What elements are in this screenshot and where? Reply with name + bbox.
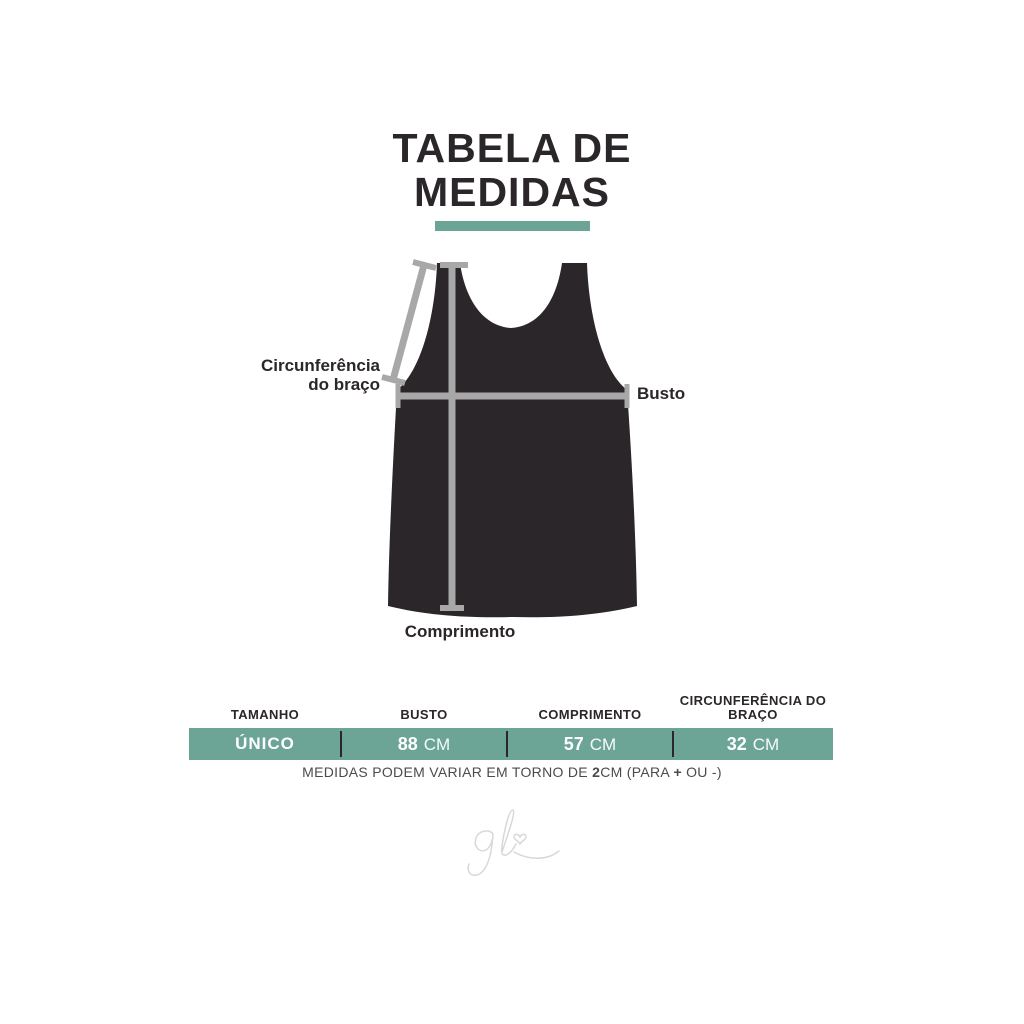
header-size: TAMANHO — [230, 707, 300, 722]
page-title — [0, 126, 1024, 214]
table-value-row — [189, 728, 833, 760]
heart-icon — [514, 834, 526, 844]
tolerance-note-part3: OU -) — [681, 764, 722, 780]
page-title-line2: MEDIDAS — [413, 169, 611, 215]
table-header-row — [189, 694, 833, 722]
title-underline-bar — [435, 221, 590, 231]
column-divider — [506, 731, 508, 757]
arm-circumference-label-line1: Circunferência — [260, 356, 380, 375]
tank-top-diagram — [370, 250, 660, 630]
column-divider — [672, 731, 674, 757]
arm-value: 32 — [726, 733, 747, 754]
page-title-line1: TABELA DE — [392, 125, 632, 171]
size-value: ÚNICO — [235, 734, 295, 753]
column-divider — [340, 731, 342, 757]
signature-flourish — [514, 851, 559, 858]
arm-circumference-label — [180, 356, 380, 394]
length-unit: CM — [589, 734, 617, 754]
bust-label: Busto — [637, 384, 686, 403]
tolerance-note-bold1: 2 — [592, 764, 601, 780]
header-bust: BUSTO — [400, 707, 448, 722]
tank-top-silhouette — [388, 263, 637, 617]
length-value: 57 — [563, 733, 584, 754]
tolerance-note — [0, 764, 1024, 780]
tolerance-note-part1: MEDIDAS PODEM VARIAR EM TORNO DE — [302, 764, 593, 780]
bust-value: 88 — [397, 733, 418, 754]
header-length: COMPRIMENTO — [538, 707, 642, 722]
brand-signature — [452, 806, 564, 886]
header-arm-circumference: CIRCUNFERÊNCIA DO BRAÇO — [679, 693, 827, 722]
tolerance-note-bold2: + — [673, 764, 682, 780]
measurements-table — [189, 694, 833, 760]
length-value-cell — [507, 734, 673, 755]
tolerance-note-part2: CM (PARA — [600, 764, 674, 780]
length-label: Comprimento — [404, 622, 516, 641]
brand-signature-gb-glyph — [452, 806, 564, 886]
arm-unit: CM — [752, 734, 780, 754]
arm-circumference-label-line2: do braço — [308, 375, 380, 394]
bust-value-cell — [341, 734, 507, 755]
arm-value-cell — [673, 734, 833, 755]
bust-unit: CM — [423, 734, 451, 754]
